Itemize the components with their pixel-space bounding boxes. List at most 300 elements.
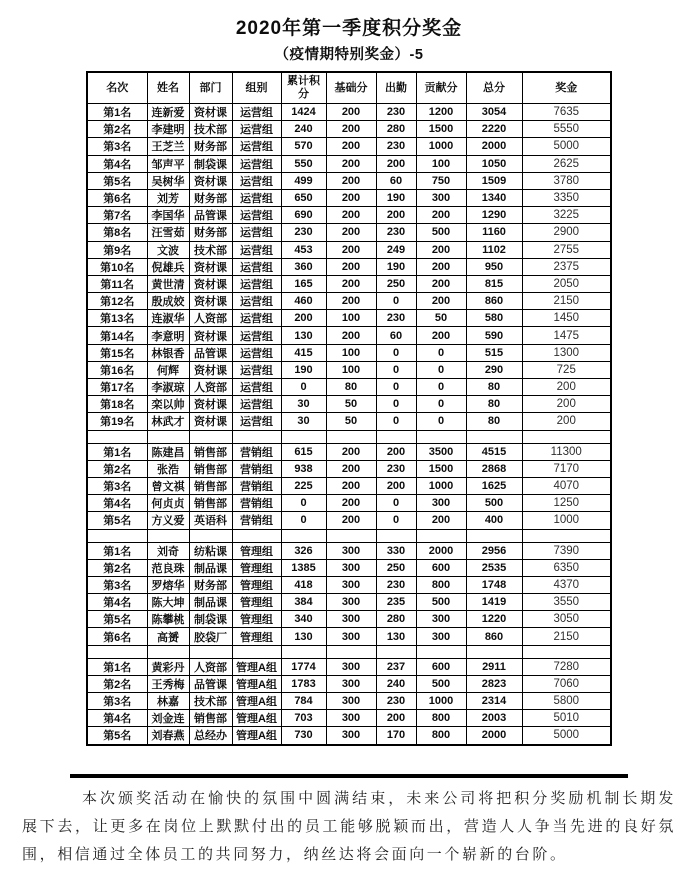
table-cell: 第4名	[87, 594, 147, 611]
table-cell: 570	[281, 138, 326, 155]
table-cell: 第4名	[87, 155, 147, 172]
table-cell: 1200	[416, 104, 466, 121]
table-cell: 50	[326, 396, 376, 413]
section-spacer-row	[87, 529, 611, 542]
table-cell: 1290	[466, 207, 522, 224]
table-cell: 刘金连	[147, 710, 189, 727]
spacer-cell	[87, 529, 147, 542]
table-cell: 刘春燕	[147, 727, 189, 745]
table-cell: 技术部	[189, 693, 232, 710]
table-row	[87, 275, 611, 292]
table-cell: 1000	[416, 138, 466, 155]
table-cell: 130	[281, 628, 326, 645]
table-row	[87, 594, 611, 611]
table-cell: 第10名	[87, 258, 147, 275]
table-cell: 2000	[466, 727, 522, 745]
table-cell: 第7名	[87, 207, 147, 224]
table-cell: 300	[326, 611, 376, 628]
table-cell: 80	[326, 379, 376, 396]
table-cell: 李意明	[147, 327, 189, 344]
column-header: 组别	[232, 72, 281, 104]
table-cell: 200	[326, 477, 376, 494]
table-cell: 300	[326, 559, 376, 576]
spacer-cell	[189, 430, 232, 443]
table-cell: 1340	[466, 189, 522, 206]
table-cell: 运营组	[232, 172, 281, 189]
table-cell: 2956	[466, 542, 522, 559]
table-cell: 曾文祺	[147, 477, 189, 494]
table-cell: 品管课	[189, 675, 232, 692]
table-cell: 0	[376, 396, 416, 413]
table-cell: 30	[281, 396, 326, 413]
table-row	[87, 413, 611, 430]
table-cell: 300	[416, 611, 466, 628]
table-cell: 1450	[522, 310, 611, 327]
table-cell: 第15名	[87, 344, 147, 361]
table-cell: 5000	[522, 727, 611, 745]
table-cell: 200	[326, 155, 376, 172]
table-cell: 管理组	[232, 594, 281, 611]
table-cell: 515	[466, 344, 522, 361]
table-row	[87, 344, 611, 361]
table-cell: 615	[281, 443, 326, 460]
table-cell: 800	[416, 576, 466, 593]
table-cell: 1050	[466, 155, 522, 172]
table-cell: 第4名	[87, 710, 147, 727]
table-cell: 第6名	[87, 628, 147, 645]
table-cell: 2000	[416, 542, 466, 559]
spacer-cell	[189, 529, 232, 542]
table-cell: 文波	[147, 241, 189, 258]
table-cell: 100	[326, 344, 376, 361]
table-cell: 陈建昌	[147, 443, 189, 460]
column-header: 奖金	[522, 72, 611, 104]
table-cell: 330	[376, 542, 416, 559]
table-cell: 4515	[466, 443, 522, 460]
table-cell: 财务部	[189, 576, 232, 593]
table-cell: 2868	[466, 460, 522, 477]
table-cell: 运营组	[232, 310, 281, 327]
table-cell: 0	[376, 512, 416, 529]
table-cell: 2150	[522, 628, 611, 645]
table-cell: 运营组	[232, 293, 281, 310]
table-cell: 1783	[281, 675, 326, 692]
table-cell: 资材课	[189, 172, 232, 189]
section-spacer-row	[87, 645, 611, 658]
table-cell: 500	[416, 594, 466, 611]
table-cell: 100	[416, 155, 466, 172]
table-cell: 230	[376, 138, 416, 155]
table-cell: 200	[416, 293, 466, 310]
table-cell: 0	[281, 379, 326, 396]
table-cell: 管理A组	[232, 710, 281, 727]
table-cell: 500	[466, 495, 522, 512]
table-cell: 200	[376, 155, 416, 172]
table-cell: 1250	[522, 495, 611, 512]
table-cell: 王秀梅	[147, 675, 189, 692]
spacer-cell	[87, 430, 147, 443]
table-cell: 品管课	[189, 207, 232, 224]
table-cell: 200	[416, 241, 466, 258]
table-cell: 管理A组	[232, 727, 281, 745]
table-cell: 460	[281, 293, 326, 310]
table-cell: 运营组	[232, 275, 281, 292]
table-cell: 邹声平	[147, 155, 189, 172]
table-header-row	[87, 72, 611, 104]
table-cell: 2220	[466, 121, 522, 138]
table-cell: 1385	[281, 559, 326, 576]
table-cell: 管理A组	[232, 658, 281, 675]
table-cell: 第9名	[87, 241, 147, 258]
table-cell: 3350	[522, 189, 611, 206]
table-cell: 4370	[522, 576, 611, 593]
table-cell: 林银香	[147, 344, 189, 361]
table-cell: 2625	[522, 155, 611, 172]
table-cell: 第5名	[87, 512, 147, 529]
table-cell: 50	[416, 310, 466, 327]
table-cell: 237	[376, 658, 416, 675]
table-cell: 300	[326, 594, 376, 611]
table-cell: 第8名	[87, 224, 147, 241]
spacer-cell	[376, 529, 416, 542]
table-cell: 营销组	[232, 443, 281, 460]
table-cell: 1000	[416, 693, 466, 710]
table-cell: 200	[416, 512, 466, 529]
table-cell: 何辉	[147, 361, 189, 378]
table-row	[87, 710, 611, 727]
spacer-cell	[522, 645, 611, 658]
spacer-cell	[281, 529, 326, 542]
table-cell: 1500	[416, 121, 466, 138]
table-cell: 0	[376, 379, 416, 396]
table-cell: 0	[376, 293, 416, 310]
table-cell: 230	[376, 460, 416, 477]
table-row	[87, 138, 611, 155]
table-row	[87, 542, 611, 559]
table-cell: 品管课	[189, 344, 232, 361]
document-title: 2020年第一季度积分奖金	[235, 18, 463, 39]
table-cell: 2003	[466, 710, 522, 727]
table-cell: 453	[281, 241, 326, 258]
table-cell: 360	[281, 258, 326, 275]
closing-paragraph: 本次颁奖活动在愉快的氛围中圆满结束，未来公司将把积分奖励机制长期发展下去，让更多在岗位上默默付出的员工能够脱颖而出，营造人人争当先进的良好氛围，相信通过全体员工的共同努力，纳丝达将会面向一个崭新的台阶。	[22, 789, 676, 863]
table-cell: 11300	[522, 443, 611, 460]
table-cell: 销售部	[189, 477, 232, 494]
table-cell: 范良珠	[147, 559, 189, 576]
table-cell: 200	[326, 258, 376, 275]
table-cell: 管理组	[232, 628, 281, 645]
table-cell: 0	[376, 344, 416, 361]
table-cell: 管理A组	[232, 693, 281, 710]
table-cell: 技术部	[189, 121, 232, 138]
table-cell: 6350	[522, 559, 611, 576]
section-spacer-row	[87, 430, 611, 443]
column-header: 基础分	[326, 72, 376, 104]
spacer-cell	[416, 645, 466, 658]
table-cell: 230	[376, 104, 416, 121]
table-cell: 财务部	[189, 138, 232, 155]
table-cell: 230	[376, 576, 416, 593]
table-cell: 200	[281, 310, 326, 327]
table-row	[87, 224, 611, 241]
table-cell: 销售部	[189, 710, 232, 727]
table-row	[87, 104, 611, 121]
table-cell: 管理组	[232, 611, 281, 628]
table-cell: 罗熔华	[147, 576, 189, 593]
table-cell: 5800	[522, 693, 611, 710]
table-cell: 倪雄兵	[147, 258, 189, 275]
table-cell: 230	[281, 224, 326, 241]
table-cell: 0	[416, 413, 466, 430]
table-cell: 第2名	[87, 121, 147, 138]
table-cell: 0	[281, 512, 326, 529]
table-cell: 1220	[466, 611, 522, 628]
table-cell: 1000	[416, 477, 466, 494]
table-cell: 1419	[466, 594, 522, 611]
table-cell: 管理组	[232, 542, 281, 559]
table-cell: 400	[466, 512, 522, 529]
table-cell: 第1名	[87, 658, 147, 675]
table-cell: 784	[281, 693, 326, 710]
table-cell: 200	[326, 443, 376, 460]
table-cell: 管理组	[232, 576, 281, 593]
table-cell: 235	[376, 594, 416, 611]
table-row	[87, 460, 611, 477]
table-cell: 汪雪茹	[147, 224, 189, 241]
table-cell: 200	[326, 172, 376, 189]
table-cell: 2911	[466, 658, 522, 675]
table-cell: 运营组	[232, 396, 281, 413]
table-cell: 200	[522, 396, 611, 413]
table-cell: 165	[281, 275, 326, 292]
spacer-cell	[522, 529, 611, 542]
table-cell: 第14名	[87, 327, 147, 344]
table-cell: 200	[326, 293, 376, 310]
table-cell: 100	[326, 361, 376, 378]
table-cell: 200	[522, 379, 611, 396]
table-cell: 300	[326, 658, 376, 675]
table-cell: 1748	[466, 576, 522, 593]
table-cell: 陈大坤	[147, 594, 189, 611]
table-cell: 500	[416, 224, 466, 241]
table-cell: 2535	[466, 559, 522, 576]
table-cell: 第5名	[87, 611, 147, 628]
table-cell: 300	[326, 628, 376, 645]
table-cell: 人资部	[189, 310, 232, 327]
column-header: 名次	[87, 72, 147, 104]
table-cell: 栾以帅	[147, 396, 189, 413]
table-cell: 2755	[522, 241, 611, 258]
table-cell: 资材课	[189, 104, 232, 121]
table-cell: 第3名	[87, 477, 147, 494]
table-cell: 第13名	[87, 310, 147, 327]
table-cell: 刘芳	[147, 189, 189, 206]
table-row	[87, 675, 611, 692]
table-cell: 制袋课	[189, 611, 232, 628]
table-cell: 3550	[522, 594, 611, 611]
table-row	[87, 495, 611, 512]
table-cell: 资材课	[189, 275, 232, 292]
table-cell: 销售部	[189, 460, 232, 477]
table-cell: 李建明	[147, 121, 189, 138]
table-cell: 240	[281, 121, 326, 138]
table-cell: 300	[326, 727, 376, 745]
table-cell: 300	[416, 628, 466, 645]
table-row	[87, 258, 611, 275]
table-cell: 250	[376, 275, 416, 292]
table-cell: 190	[281, 361, 326, 378]
table-cell: 2150	[522, 293, 611, 310]
table-cell: 运营组	[232, 241, 281, 258]
table-cell: 1475	[522, 327, 611, 344]
table-row	[87, 693, 611, 710]
table-cell: 0	[416, 344, 466, 361]
column-header: 姓名	[147, 72, 189, 104]
table-cell: 3780	[522, 172, 611, 189]
table-cell: 陈攀桃	[147, 611, 189, 628]
table-cell: 运营组	[232, 121, 281, 138]
table-cell: 100	[326, 310, 376, 327]
table-cell: 殷成姣	[147, 293, 189, 310]
table-cell: 营销组	[232, 495, 281, 512]
spacer-cell	[376, 645, 416, 658]
table-cell: 1424	[281, 104, 326, 121]
table-cell: 1500	[416, 460, 466, 477]
table-cell: 690	[281, 207, 326, 224]
table-cell: 2900	[522, 224, 611, 241]
table-cell: 200	[326, 495, 376, 512]
table-cell: 60	[376, 172, 416, 189]
table-cell: 7635	[522, 104, 611, 121]
table-cell: 200	[416, 258, 466, 275]
table-cell: 0	[416, 379, 466, 396]
table-cell: 860	[466, 293, 522, 310]
table-cell: 1160	[466, 224, 522, 241]
table-cell: 1774	[281, 658, 326, 675]
table-cell: 营销组	[232, 512, 281, 529]
table-cell: 英语科	[189, 512, 232, 529]
table-row	[87, 576, 611, 593]
table-cell: 300	[416, 189, 466, 206]
table-cell: 黄彩丹	[147, 658, 189, 675]
table-cell: 200	[522, 413, 611, 430]
table-cell: 550	[281, 155, 326, 172]
table-cell: 590	[466, 327, 522, 344]
table-cell: 第3名	[87, 693, 147, 710]
table-row	[87, 379, 611, 396]
document-subtitle: （疫情期特别奖金）-5	[274, 47, 424, 63]
table-row	[87, 241, 611, 258]
table-cell: 刘奇	[147, 542, 189, 559]
table-cell: 3225	[522, 207, 611, 224]
table-cell: 运营组	[232, 138, 281, 155]
table-cell: 5550	[522, 121, 611, 138]
table-cell: 财务部	[189, 189, 232, 206]
table-cell: 300	[326, 675, 376, 692]
table-cell: 第16名	[87, 361, 147, 378]
table-cell: 第19名	[87, 413, 147, 430]
table-cell: 纺粘课	[189, 542, 232, 559]
table-cell: 225	[281, 477, 326, 494]
table-cell: 200	[376, 443, 416, 460]
table-cell: 林武才	[147, 413, 189, 430]
table-cell: 第2名	[87, 460, 147, 477]
column-header: 贡献分	[416, 72, 466, 104]
table-cell: 3500	[416, 443, 466, 460]
table-cell: 725	[522, 361, 611, 378]
footer-divider	[70, 774, 628, 778]
table-cell: 第6名	[87, 189, 147, 206]
table-cell: 280	[376, 121, 416, 138]
table-row	[87, 310, 611, 327]
table-cell: 750	[416, 172, 466, 189]
table-cell: 3050	[522, 611, 611, 628]
spacer-cell	[466, 645, 522, 658]
table-cell: 860	[466, 628, 522, 645]
table-cell: 人资部	[189, 658, 232, 675]
table-cell: 600	[416, 658, 466, 675]
table-cell: 290	[466, 361, 522, 378]
table-cell: 200	[326, 275, 376, 292]
table-cell: 营销组	[232, 460, 281, 477]
table-cell: 130	[376, 628, 416, 645]
table-cell: 人资部	[189, 379, 232, 396]
table-cell: 销售部	[189, 495, 232, 512]
table-cell: 600	[416, 559, 466, 576]
table-cell: 0	[376, 361, 416, 378]
table-cell: 300	[416, 495, 466, 512]
table-cell: 384	[281, 594, 326, 611]
spacer-cell	[147, 645, 189, 658]
table-cell: 280	[376, 611, 416, 628]
column-header: 累计积分	[281, 72, 326, 104]
table-cell: 1625	[466, 477, 522, 494]
table-cell: 运营组	[232, 155, 281, 172]
table-cell: 运营组	[232, 189, 281, 206]
table-cell: 230	[376, 693, 416, 710]
spacer-cell	[87, 645, 147, 658]
table-cell: 资材课	[189, 293, 232, 310]
table-cell: 张浩	[147, 460, 189, 477]
table-cell: 1102	[466, 241, 522, 258]
bonus-table-body	[87, 104, 611, 745]
table-cell: 第1名	[87, 542, 147, 559]
table-cell: 资材课	[189, 413, 232, 430]
table-cell: 0	[376, 495, 416, 512]
table-cell: 190	[376, 189, 416, 206]
table-cell: 200	[376, 710, 416, 727]
table-cell: 技术部	[189, 241, 232, 258]
table-cell: 580	[466, 310, 522, 327]
table-row	[87, 207, 611, 224]
table-cell: 胶袋厂	[189, 628, 232, 645]
table-cell: 运营组	[232, 207, 281, 224]
table-row	[87, 172, 611, 189]
table-cell: 管理组	[232, 559, 281, 576]
table-cell: 240	[376, 675, 416, 692]
spacer-cell	[281, 645, 326, 658]
table-row	[87, 727, 611, 745]
table-cell: 李国华	[147, 207, 189, 224]
table-cell: 200	[326, 104, 376, 121]
table-cell: 运营组	[232, 361, 281, 378]
table-cell: 200	[326, 327, 376, 344]
table-cell: 制袋课	[189, 155, 232, 172]
table-cell: 资材课	[189, 396, 232, 413]
table-cell: 950	[466, 258, 522, 275]
table-row	[87, 293, 611, 310]
table-cell: 200	[326, 121, 376, 138]
